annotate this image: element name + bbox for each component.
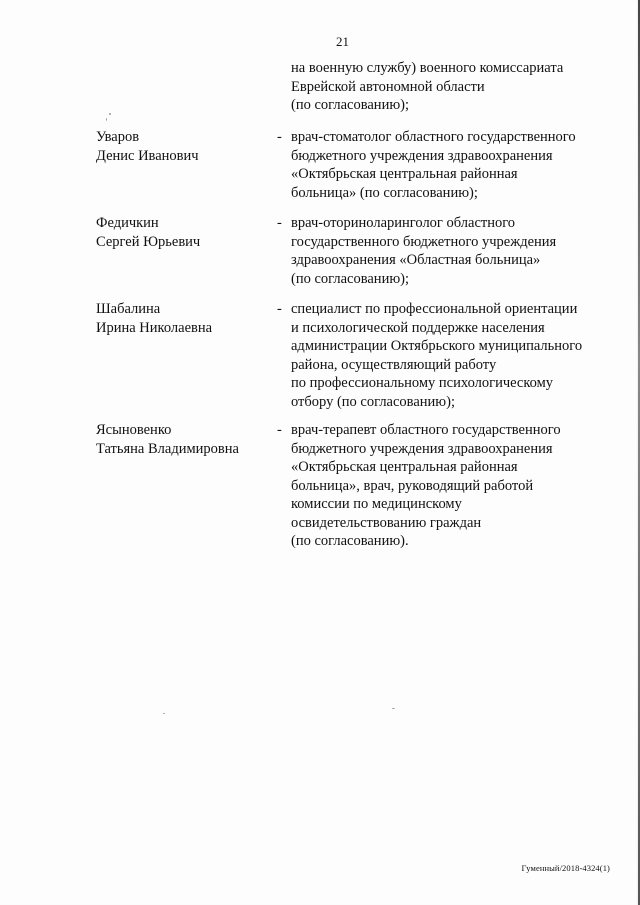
position-line: района, осуществляющий работу bbox=[291, 356, 497, 373]
member-name bbox=[96, 421, 266, 458]
member-surname: Ясыновенко bbox=[96, 422, 172, 438]
position-line: государственного бюджетного учреждения bbox=[291, 233, 557, 250]
entry-dash: - bbox=[277, 129, 282, 145]
member-given-names: Ирина Николаевна bbox=[96, 319, 213, 336]
position-line: освидетельствованию граждан bbox=[291, 514, 482, 531]
entry-dash: - bbox=[277, 301, 282, 317]
document-footer-code: Гуменный/2018-4324(1) bbox=[521, 863, 610, 873]
member-name bbox=[96, 214, 266, 251]
position-line: (по согласованию). bbox=[291, 533, 409, 549]
member-position bbox=[291, 214, 611, 288]
position-line: «Октябрьская центральная районная bbox=[291, 459, 518, 475]
position-line: «Октябрьская центральная районная bbox=[291, 166, 518, 182]
member-position bbox=[291, 421, 611, 551]
scan-speck bbox=[109, 113, 111, 115]
entry-dash: - bbox=[277, 422, 282, 438]
page-number: 21 bbox=[336, 34, 349, 49]
position-line: врач-терапевт областного государственного bbox=[291, 422, 561, 438]
position-line: администрации Октябрьского муниципального bbox=[291, 338, 583, 354]
member-surname: Федичкин bbox=[96, 215, 159, 231]
continued-line: (по согласованию); bbox=[291, 97, 410, 113]
position-line: и психологической поддержке населения bbox=[291, 319, 545, 336]
member-surname: Шабалина bbox=[96, 301, 161, 317]
scan-speck bbox=[392, 708, 395, 709]
position-line: специалист по профессиональной ориентации bbox=[291, 301, 578, 317]
position-line: врач-оториноларинголог областного bbox=[291, 215, 516, 231]
position-line: бюджетного учреждения здравоохранения bbox=[291, 147, 553, 164]
continued-line: Еврейской автономной области bbox=[291, 78, 485, 95]
position-line: больница», врач, руководящий работой bbox=[291, 477, 534, 494]
member-position bbox=[291, 300, 611, 411]
position-line: отбору (по согласованию); bbox=[291, 393, 455, 410]
entry-dash: - bbox=[277, 215, 282, 231]
member-position bbox=[291, 128, 611, 202]
scan-speck bbox=[163, 713, 165, 714]
continued-description bbox=[291, 59, 563, 115]
position-line: здравоохранения «Областная больница» bbox=[291, 252, 541, 268]
continued-line: на военную службу) военного комиссариата bbox=[291, 60, 564, 76]
position-line: бюджетного учреждения здравоохранения bbox=[291, 440, 553, 457]
member-surname: Уваров bbox=[96, 129, 140, 145]
position-line: комиссии по медицинскому bbox=[291, 496, 462, 512]
member-name bbox=[96, 128, 266, 165]
position-line: по профессиональному психологическому bbox=[291, 375, 554, 391]
member-given-names: Татьяна Владимировна bbox=[96, 440, 239, 457]
position-line: (по согласованию); bbox=[291, 270, 410, 287]
member-given-names: Денис Иванович bbox=[96, 147, 199, 164]
position-line: врач-стоматолог областного государственного bbox=[291, 129, 576, 145]
member-name bbox=[96, 300, 266, 337]
position-line: больница» (по согласованию); bbox=[291, 184, 478, 201]
member-given-names: Сергей Юрьевич bbox=[96, 233, 201, 250]
scan-speck bbox=[106, 118, 107, 121]
